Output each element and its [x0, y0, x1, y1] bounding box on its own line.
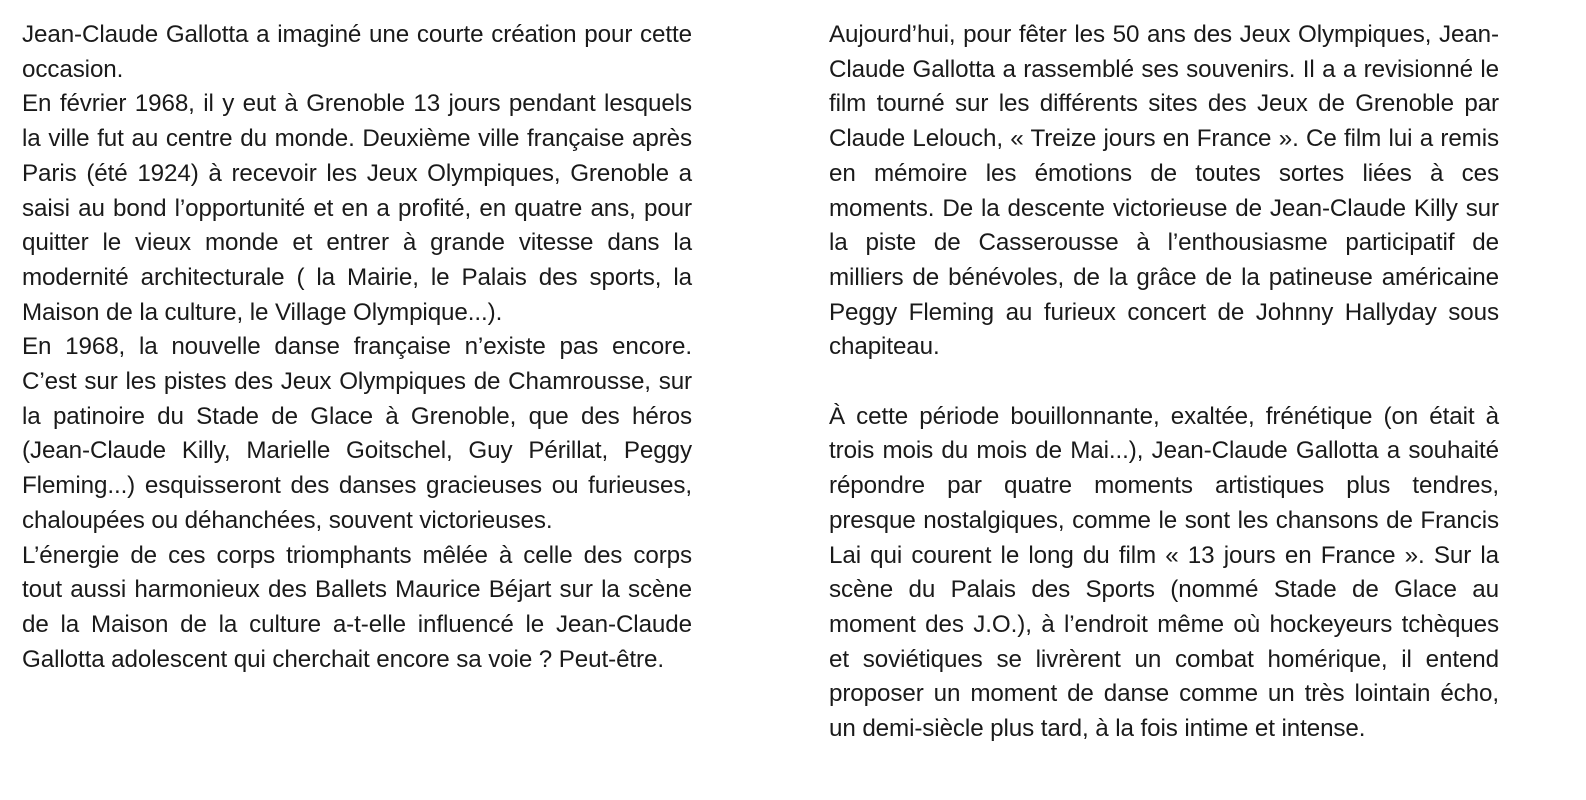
left-text-column	[22, 18, 692, 677]
paragraph-grenoble-1968: En février 1968, il y eut à Grenoble 13 jours pendant lesquels la ville fut au centre du monde. Deuxième ville française après Paris (été 1924) à recevoir les Jeux Olympiques, Grenoble a saisi au bond l’opportunité et en a profité, en quatre ans, pour quitter le vieux monde et entrer à grande vitesse dans la modernité architecturale ( la Mairie, le Palais des sports, la Maison de la culture, le Village Olympique...).	[22, 90, 692, 326]
paragraph-souvenirs: Aujourd’hui, pour fêter les 50 ans des Jeux Olympiques, Jean-Claude Gallotta a rassemblé ses souvenirs. Il a a revisionné le film tourné sur les différents sites des Jeux de Grenoble par Claude Lelouch, « Treize jours en France ». Ce film lui a remis en mémoire les émotions de toutes sortes liées à ces moments. De la descente victorieuse de Jean-Claude Killy sur la piste de Casserousse à l’enthousiasme participatif de milliers de bénévoles, de la grâce de la patineuse américaine Peggy Fleming au furieux concert de Johnny Hallyday sous chapiteau.	[829, 21, 1499, 361]
paragraph-energie: L’énergie de ces corps triomphants mêlée à celle des corps tout aussi harmonieux des Ballets Maurice Béjart sur la scène de la Maison de la culture a-t-elle influencé le Jean-Claude Gallotta adolescent qui cherchait encore sa voie ? Peut-être.	[22, 541, 692, 673]
paragraph-nouvelle-danse: En 1968, la nouvelle danse française n’existe pas encore. C’est sur les pistes des Jeux Olympiques de Chamrousse, sur la patinoire du Stade de Glace à Grenoble, que des héros (Jean-Claude Killy, Marielle Goitschel, Guy Périllat, Peggy Fleming...) esquisseront des danses gracieuses ou furieuses, chaloupées ou déhanchées, souvent victorieuses.	[22, 333, 692, 534]
right-text-column	[829, 18, 1499, 747]
paragraph-periode: À cette période bouillonnante, exaltée, frénétique (on était à trois mois du mois de Mai...), Jean-Claude Gallotta a souhaité répondre par quatre moments artistiques plus tendres, presque nostalgiques, comme le sont les chansons de Francis Lai qui courent le long du film « 13 jours en France ». Sur la scène du Palais des Sports (nommé Stade de Glace au moment des J.O.), à l’endroit même où hockeyeurs tchèques et soviétiques se livrèrent un combat homérique, il entend proposer un moment de danse comme un très lointain écho, un demi-siècle plus tard, à la fois intime et intense.	[829, 402, 1499, 743]
paragraph-spacer	[829, 365, 1499, 400]
paragraph-intro: Jean-Claude Gallotta a imaginé une courte création pour cette occasion.	[22, 21, 692, 83]
